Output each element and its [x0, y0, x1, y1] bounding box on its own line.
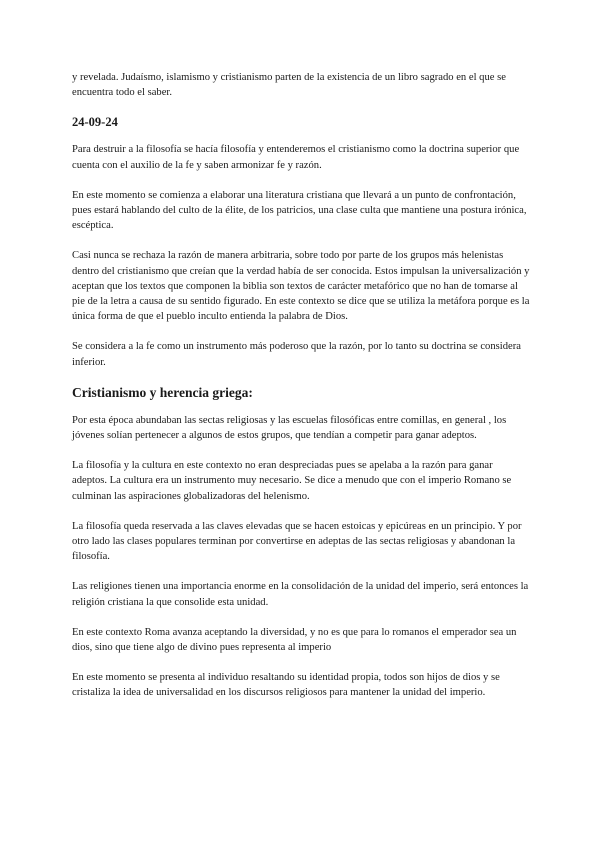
paragraph-4: Se considera a la fe como un instrumento más poderoso que la razón, por lo tanto su doctrina se considera inferior. — [72, 341, 521, 368]
document-page — [72, 70, 530, 701]
date-heading: 24-09-24 — [72, 115, 118, 130]
paragraph-6: La filosofía y la cultura en este contexto no eran despreciadas pues se apelaba a la razón para ganar adeptos. La cultura era un instrumento muy necesario. Se dice a menudo que con el imperio Romano se culminan las aspiraciones globalizadoras del helenismo. — [72, 460, 512, 502]
section-heading: Cristianismo y herencia griega: — [72, 384, 253, 400]
paragraph-1: Para destruir a la filosofía se hacía filosofía y entenderemos el cristianismo como la doctrina superior que cuenta con el auxilio de la fe y saben armonizar fe y razón. — [72, 144, 520, 171]
paragraph-3: Casi nunca se rechaza la razón de manera arbitraria, sobre todo por parte de los grupos más helenistas dentro del cristianismo que creían que la verdad había de ser conocida. Estos impulsan la universalización y aceptan que los textos que componen la biblia son textos de carácter metafórico que no han de tomarse al pie de la letra a causa de su sentido figurado. En este contexto se dice que se utiliza la metáfora porque es la única forma de que el pueblo inculto entienda la palabra de Dios. — [72, 250, 530, 323]
paragraph-2: En este momento se comienza a elaborar una literatura cristiana que llevará a un punto de confrontación, pues estará hablando del culto de la élite, de los patricios, una clase culta que mantiene una postura irónica, escéptica. — [72, 189, 527, 232]
paragraph-8: Las religiones tienen una importancia enorme en la consolidación de la unidad del imperio, será entonces la religión cristiana la que consolide esta unidad. — [72, 581, 529, 608]
paragraph-intro: y revelada. Judaísmo, islamismo y cristianismo parten de la existencia de un libro sagrado en el que se encuentra todo el saber. — [72, 72, 506, 99]
paragraph-9: En este contexto Roma avanza aceptando la diversidad, y no es que para lo romanos el emperador sea un dios, sino que tiene algo de divino pues representa al imperio — [72, 626, 517, 654]
paragraph-7: La filosofía queda reservada a las claves elevadas que se hacen estoicas y epicúreas en un principio. Y por otro lado las clases populares terminan por convertirse en adeptas de las sectas religiosas y abandonan la filosofía. — [72, 520, 522, 563]
paragraph-10: En este momento se presenta al individuo resaltando su identidad propia, todos son hijos de dios y se cristaliza la idea de universalidad en los discursos religiosos para mantener la unidad del imperio. — [72, 672, 500, 699]
paragraph-5: Por esta época abundaban las sectas religiosas y las escuelas filosóficas entre comillas, en general , los jóvenes solían pertenecer a algunos de estos grupos, que tendían a competir para ganar adeptos. — [72, 414, 507, 442]
